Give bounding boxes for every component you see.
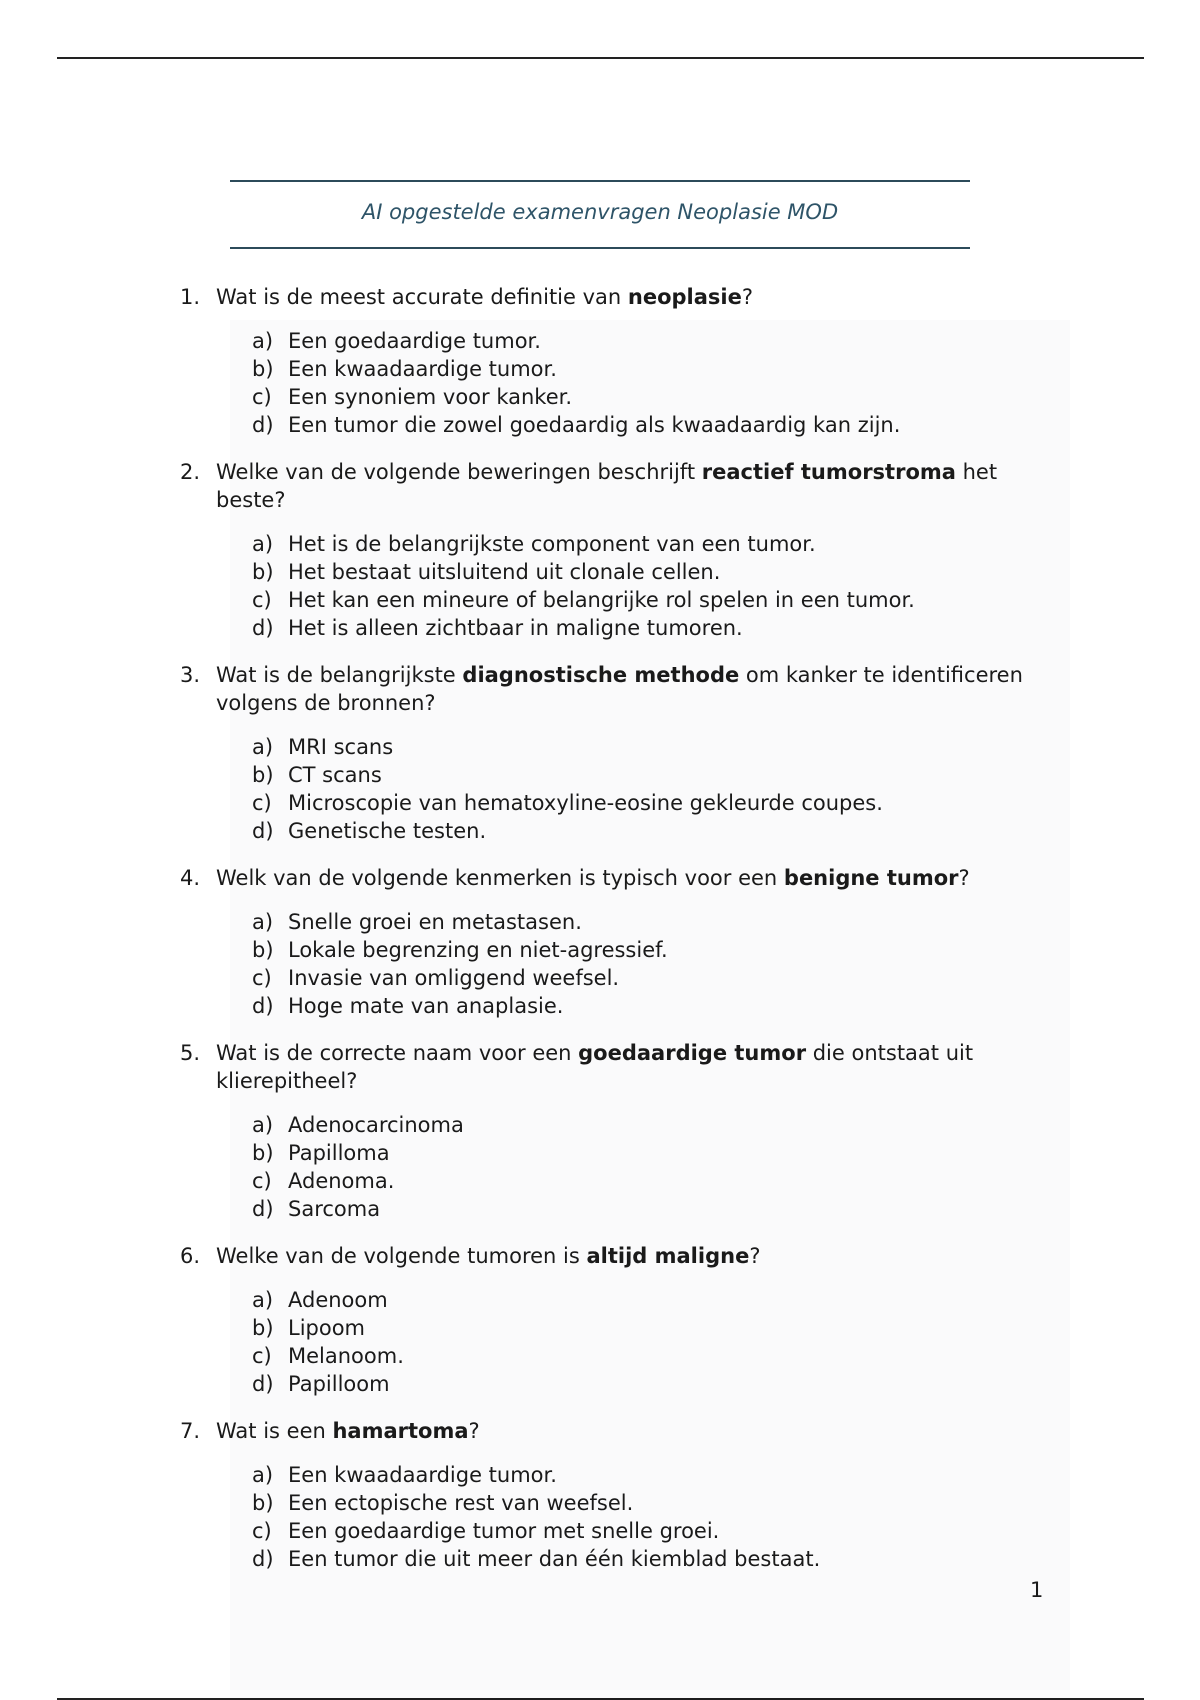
question-keyword: goedaardige tumor xyxy=(578,1041,807,1065)
option-text: Een synoniem voor kanker. xyxy=(288,385,573,409)
question-3 xyxy=(180,661,1060,845)
option-text: Het kan een mineure of belangrijke rol spelen in een tumor. xyxy=(288,588,915,612)
answer-option xyxy=(252,964,1060,992)
answer-option xyxy=(252,733,1060,761)
option-text: Adenoom xyxy=(288,1288,388,1312)
question-1 xyxy=(180,283,1060,439)
option-text: Het is de belangrijkste component van een tumor. xyxy=(288,532,816,556)
answer-options xyxy=(252,733,1060,845)
question-7 xyxy=(180,1417,1060,1573)
answer-option xyxy=(252,789,1060,817)
question-number: 3. xyxy=(180,663,201,687)
answer-option xyxy=(252,936,1060,964)
option-letter: c) xyxy=(252,385,272,409)
title-rule-bottom xyxy=(230,247,970,249)
question-number: 7. xyxy=(180,1419,201,1443)
option-letter: d) xyxy=(252,994,274,1018)
option-letter: a) xyxy=(252,329,274,353)
option-text: Microscopie van hematoxyline-eosine gekleurde coupes. xyxy=(288,791,883,815)
option-letter: a) xyxy=(252,1113,274,1137)
option-letter: b) xyxy=(252,560,274,584)
option-letter: b) xyxy=(252,1316,274,1340)
title-rule-top xyxy=(230,180,970,182)
question-text: Welk van de volgende kenmerken is typisch voor een benigne tumor? xyxy=(216,866,970,890)
option-text: Invasie van omliggend weefsel. xyxy=(288,966,620,990)
option-text: Papilloma xyxy=(288,1141,390,1165)
question-number: 5. xyxy=(180,1041,201,1065)
option-letter: c) xyxy=(252,1344,272,1368)
answer-options xyxy=(252,1461,1060,1573)
question-number: 4. xyxy=(180,866,201,890)
question-keyword: neoplasie xyxy=(627,285,742,309)
answer-option xyxy=(252,1489,1060,1517)
answer-option xyxy=(252,383,1060,411)
option-text: Sarcoma xyxy=(288,1197,381,1221)
question-2 xyxy=(180,458,1060,642)
question-text: Wat is de correcte naam voor een goedaardige tumor die ontstaat uit klierepitheel? xyxy=(216,1041,974,1093)
question-keyword: diagnostische methode xyxy=(462,663,740,687)
answer-option xyxy=(252,1461,1060,1489)
answer-option xyxy=(252,1342,1060,1370)
question-4 xyxy=(180,864,1060,1020)
answer-option xyxy=(252,586,1060,614)
option-text: Snelle groei en metastasen. xyxy=(288,910,582,934)
option-letter: c) xyxy=(252,966,272,990)
question-6 xyxy=(180,1242,1060,1398)
option-letter: c) xyxy=(252,1169,272,1193)
option-text: Genetische testen. xyxy=(288,819,487,843)
answer-option xyxy=(252,1545,1060,1573)
option-text: MRI scans xyxy=(288,735,394,759)
question-text: Welke van de volgende beweringen beschrijft reactief tumorstroma het beste? xyxy=(216,460,998,512)
option-text: Adenoma. xyxy=(288,1169,395,1193)
option-text: Een goedaardige tumor. xyxy=(288,329,541,353)
option-letter: b) xyxy=(252,938,274,962)
option-text: Een ectopische rest van weefsel. xyxy=(288,1491,634,1515)
option-letter: d) xyxy=(252,819,274,843)
option-text: Lokale begrenzing en niet-agressief. xyxy=(288,938,668,962)
question-text: Wat is een hamartoma? xyxy=(216,1419,480,1443)
answer-option xyxy=(252,1517,1060,1545)
option-letter: a) xyxy=(252,910,274,934)
option-text: Een goedaardige tumor met snelle groei. xyxy=(288,1519,720,1543)
answer-option xyxy=(252,1314,1060,1342)
question-text: Wat is de meest accurate definitie van neoplasie? xyxy=(216,285,754,309)
question-number: 2. xyxy=(180,460,201,484)
question-number: 1. xyxy=(180,285,201,309)
option-letter: d) xyxy=(252,1197,274,1221)
question-text: Welke van de volgende tumoren is altijd maligne? xyxy=(216,1244,761,1268)
answer-options xyxy=(252,908,1060,1020)
question-keyword: altijd maligne xyxy=(586,1244,750,1268)
answer-option xyxy=(252,1139,1060,1167)
option-letter: a) xyxy=(252,532,274,556)
question-keyword: reactief tumorstroma xyxy=(701,460,956,484)
option-letter: c) xyxy=(252,791,272,815)
answer-option xyxy=(252,908,1060,936)
document-title: AI opgestelde examenvragen Neoplasie MOD xyxy=(361,200,839,224)
option-text: Lipoom xyxy=(288,1316,366,1340)
page-number: 1 xyxy=(1030,1578,1044,1602)
option-letter: b) xyxy=(252,357,274,381)
option-text: Het bestaat uitsluitend uit clonale cellen. xyxy=(288,560,721,584)
option-letter: a) xyxy=(252,1288,274,1312)
question-list xyxy=(180,283,1060,1592)
page-top-rule xyxy=(57,57,1144,59)
answer-option xyxy=(252,1167,1060,1195)
option-letter: d) xyxy=(252,413,274,437)
answer-option xyxy=(252,327,1060,355)
option-letter: b) xyxy=(252,1141,274,1165)
answer-options xyxy=(252,530,1060,642)
option-text: Melanoom. xyxy=(288,1344,404,1368)
option-text: Hoge mate van anaplasie. xyxy=(288,994,564,1018)
question-keyword: hamartoma xyxy=(332,1419,469,1443)
question-number: 6. xyxy=(180,1244,201,1268)
answer-options xyxy=(252,327,1060,439)
option-letter: d) xyxy=(252,1372,274,1396)
option-text: Papilloom xyxy=(288,1372,390,1396)
answer-option xyxy=(252,411,1060,439)
option-letter: d) xyxy=(252,1547,274,1571)
answer-option xyxy=(252,530,1060,558)
option-text: Een tumor die uit meer dan één kiemblad bestaat. xyxy=(288,1547,821,1571)
option-letter: a) xyxy=(252,735,274,759)
question-5 xyxy=(180,1039,1060,1223)
answer-options xyxy=(252,1111,1060,1223)
option-text: Adenocarcinoma xyxy=(288,1113,464,1137)
option-letter: c) xyxy=(252,1519,272,1543)
answer-option xyxy=(252,761,1060,789)
answer-option xyxy=(252,614,1060,642)
question-keyword: benigne tumor xyxy=(783,866,959,890)
option-letter: c) xyxy=(252,588,272,612)
answer-option xyxy=(252,1111,1060,1139)
option-text: Een kwaadaardige tumor. xyxy=(288,357,557,381)
answer-option xyxy=(252,355,1060,383)
option-letter: a) xyxy=(252,1463,274,1487)
option-text: CT scans xyxy=(288,763,382,787)
answer-option xyxy=(252,1370,1060,1398)
option-letter: b) xyxy=(252,1491,274,1515)
answer-option xyxy=(252,558,1060,586)
answer-option xyxy=(252,817,1060,845)
option-letter: d) xyxy=(252,616,274,640)
option-text: Een tumor die zowel goedaardig als kwaadaardig kan zijn. xyxy=(288,413,901,437)
answer-option xyxy=(252,1286,1060,1314)
answer-option xyxy=(252,1195,1060,1223)
option-text: Een kwaadaardige tumor. xyxy=(288,1463,557,1487)
question-text: Wat is de belangrijkste diagnostische methode om kanker te identificeren volgens de bronnen? xyxy=(216,663,1023,715)
answer-options xyxy=(252,1286,1060,1398)
option-text: Het is alleen zichtbaar in maligne tumoren. xyxy=(288,616,743,640)
option-letter: b) xyxy=(252,763,274,787)
answer-option xyxy=(252,992,1060,1020)
